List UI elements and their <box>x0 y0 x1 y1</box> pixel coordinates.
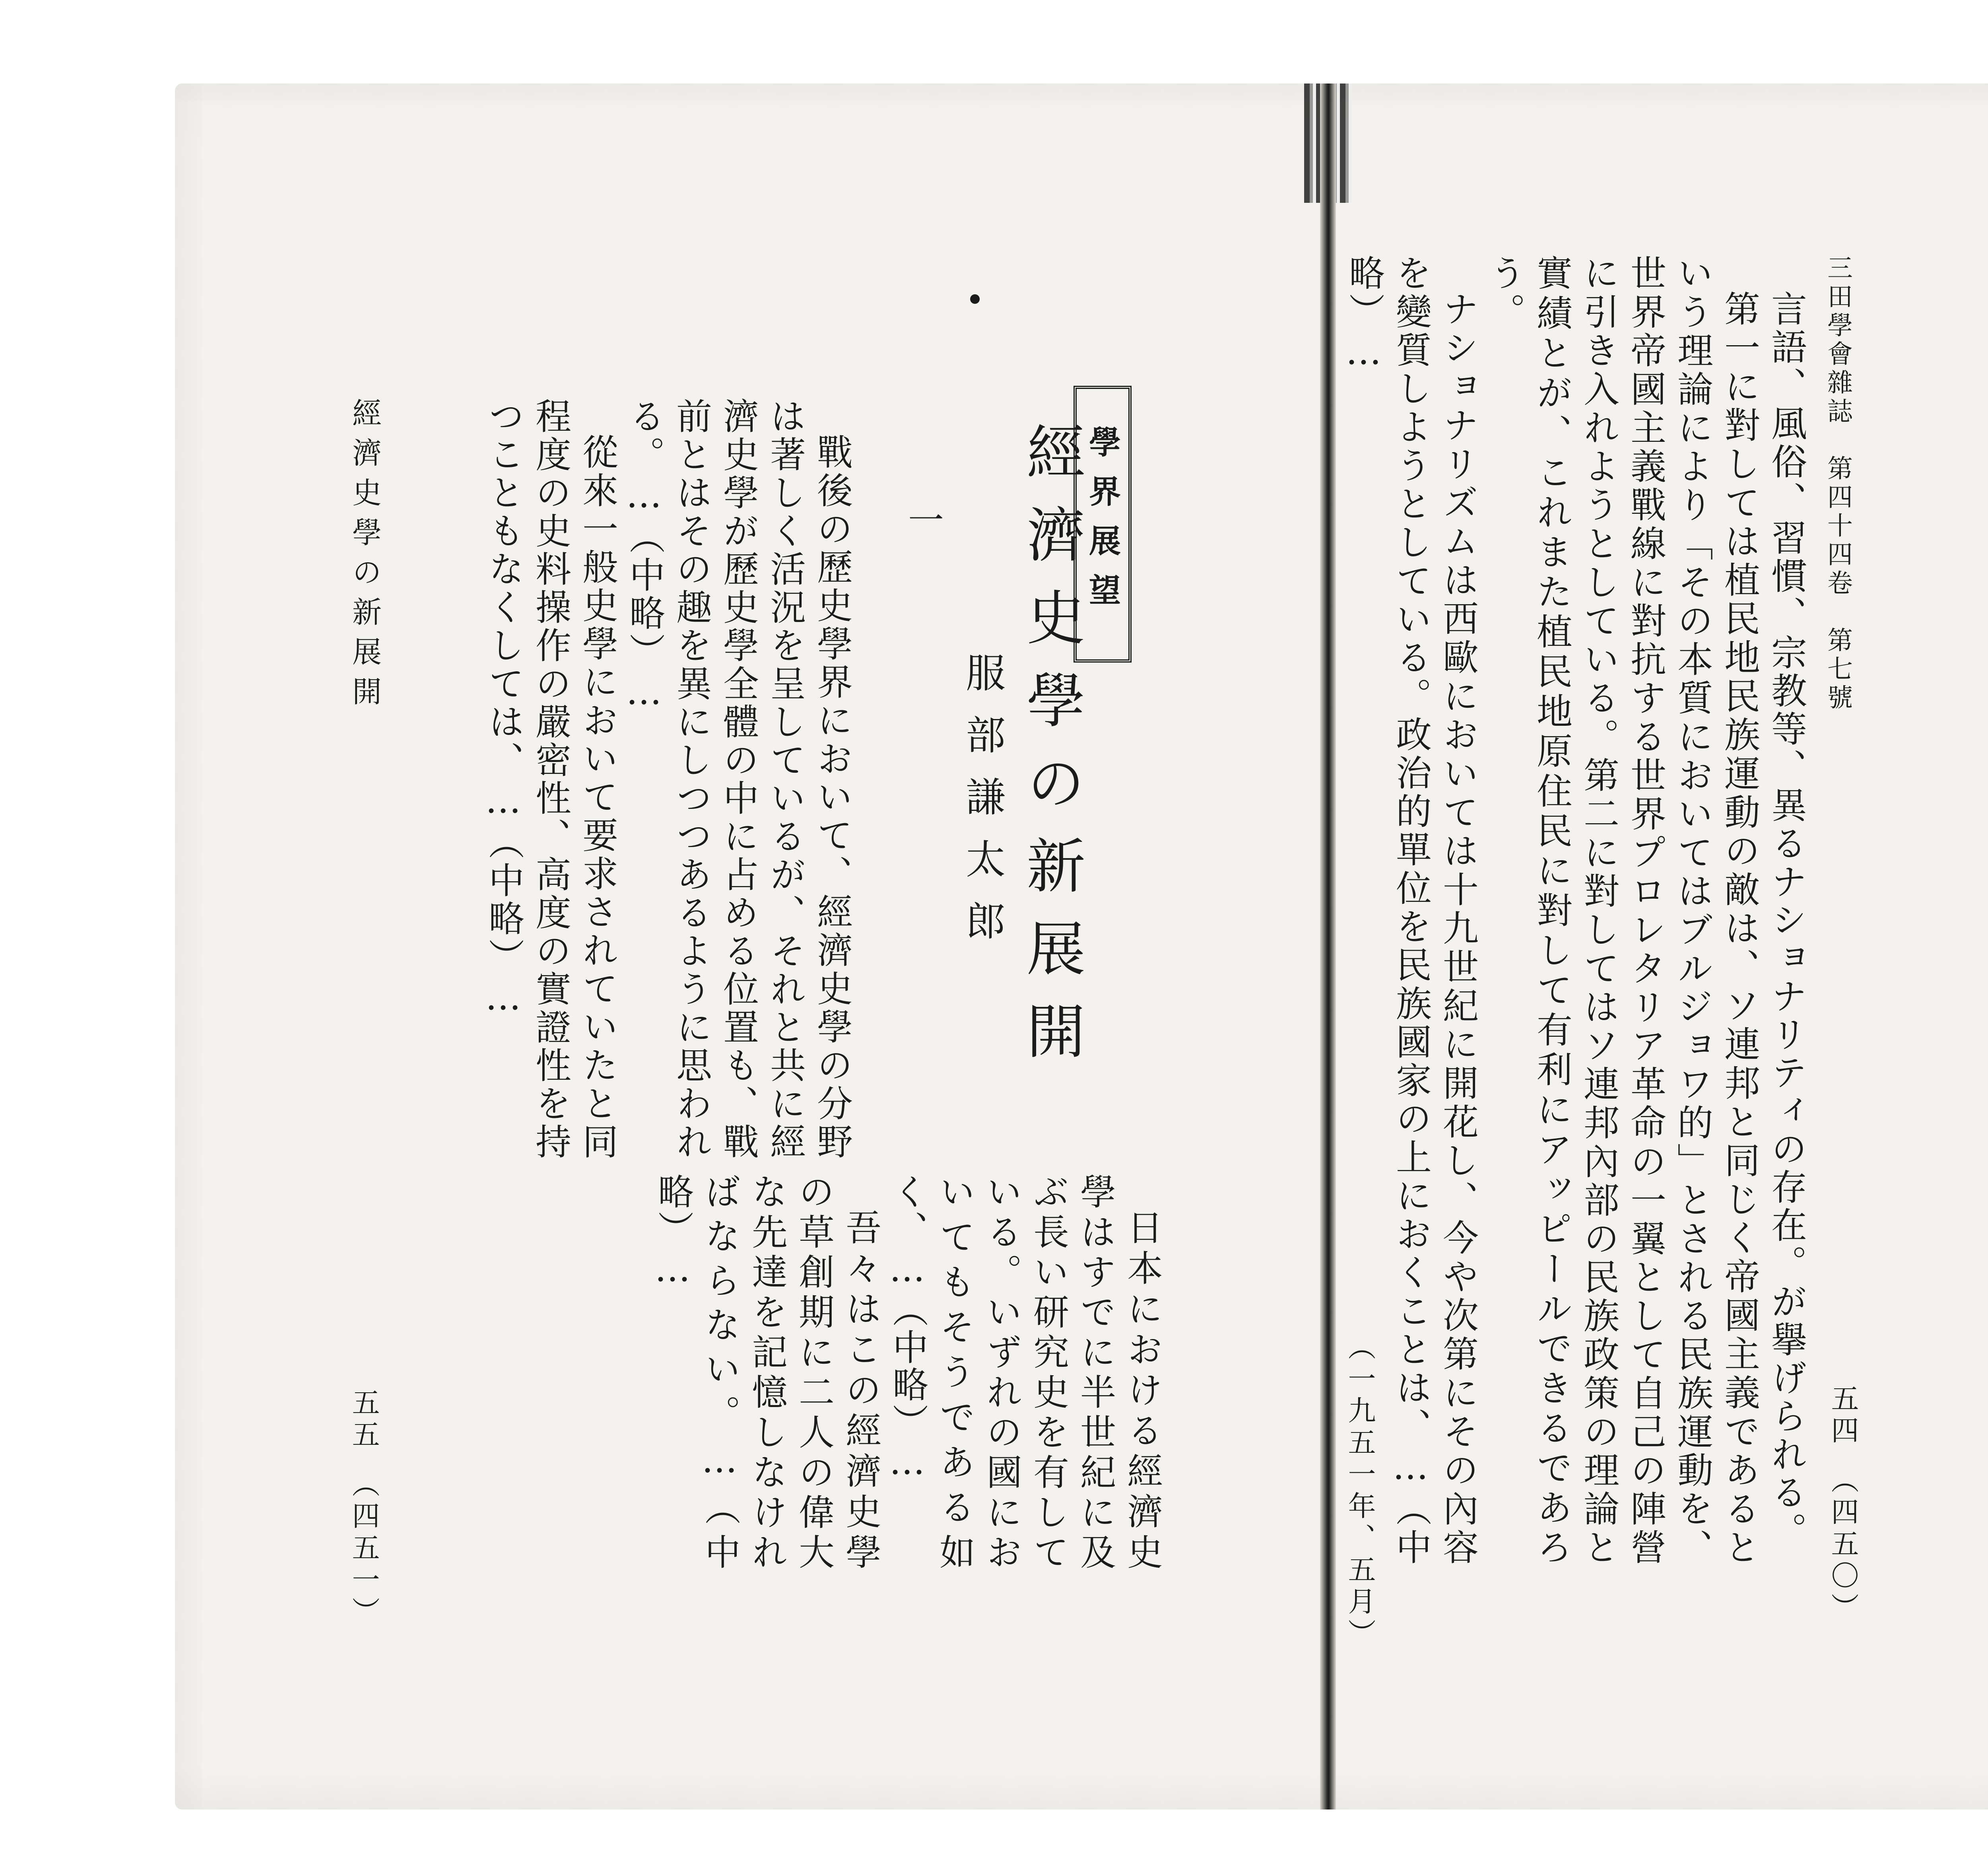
paragraph: 吾々はこの經濟史學の草創期に二人の偉大な先達を記憶しなければならない。…（中略）… <box>652 1173 881 1571</box>
section-label: 學界展望 <box>1083 426 1121 623</box>
page-number-right: 五四 （四五〇） <box>1827 1384 1859 1625</box>
left-page-body-lower <box>449 1173 1165 1571</box>
paragraph: 第一に對しては植民地民族運動の敵は、ソ連邦と同じく帝國主義であるという理論により「その本質においてはブルジョワ的」とされる民族運動を、世界帝國主義戰線に對抗する世界プロレタリア革命の一翼として自己の陣營に引き入れようとしている。第二に對してはソ連邦內部の民族政策の理論と實績とが、これまた植民地原住民に對して有利にアッピールできるであろう。 <box>1483 255 1760 1567</box>
paragraph: 從來一般史學において要求されていたと同程度の史料操作の嚴密性、高度の實證性を持つこともなくしては、…（中略）… <box>482 398 618 1161</box>
paragraph: ナショナリズムは西歐においては十九世紀に開花し、今や次第にその內容を變質しようとしている。政治的單位を民族國家の上におくことは、…（中略）… <box>1343 255 1478 1567</box>
article-author: 服部謙太郎 <box>959 652 1006 962</box>
section-number: 一 <box>902 501 944 542</box>
running-header: 三田學會雜誌 第四十四卷 第七號 <box>1823 255 1852 713</box>
bullet-mark <box>970 294 980 304</box>
paragraph: 言語、風俗、習慣、宗教等、異るナショナリティの存在。が擧げられる。 <box>1765 290 1807 1550</box>
left-page-body-upper <box>437 398 855 1161</box>
article-title: 經濟史學の新展開 <box>1017 422 1085 1083</box>
paragraph: 戰後の歷史學界において、經濟史學の分野は著しく活況を呈しているが、それと共に經濟史學が歷史學全體の中に占める位置も、戰前とはその趣を異にしつつあるように思われる。…（中略）… <box>623 398 852 1161</box>
article-date: （一九五一年、五月） <box>1343 1332 1376 1650</box>
running-title: 經濟史學の新展開 <box>348 398 382 716</box>
paragraph: 日本における經濟史學はすでに半世紀に及ぶ長い研究史を有している。いずれの國においてもそうである如く、…（中略）… <box>886 1173 1163 1571</box>
page-number-left: 五五 （四五一） <box>348 1388 380 1629</box>
